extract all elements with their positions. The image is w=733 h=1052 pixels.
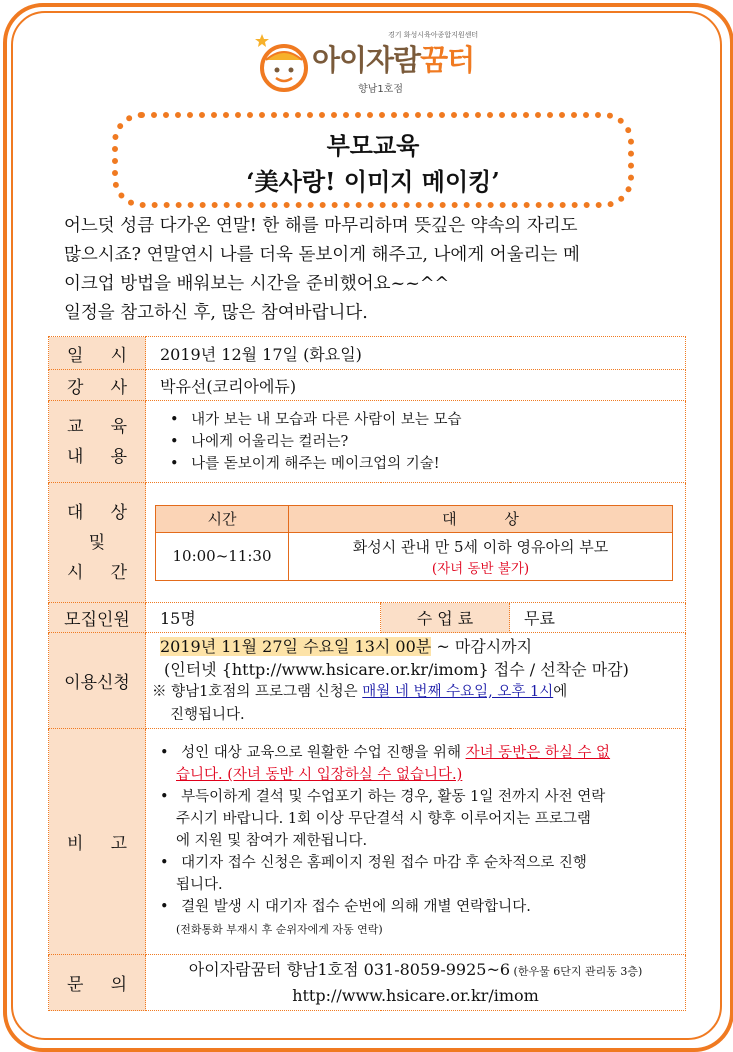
contact-phone: 아이자람꿈터 향남1호점 031-8059-9925~6 (188, 959, 511, 979)
logo-branch: 향남1호점 (358, 84, 404, 95)
row-date (49, 337, 686, 370)
intro-text (64, 212, 672, 328)
schedule-head-target: 대 상 (289, 505, 673, 532)
value-date: 2019년 12월 17일 (화요일) (146, 337, 686, 370)
logo-org-text: 경기 화성시육아종합지원센터 (388, 31, 479, 39)
remark-item: • 부득이하게 결석 및 수업포기 하는 경우, 활동 1일 전까지 사전 연락 주시기 바랍니다. 1회 이상 무단결석 시 향후 이루어지는 프로그램 에 지원 및 참여가 제한됩니다. (160, 786, 679, 852)
schedule-head-time: 시간 (156, 505, 289, 532)
row-apply (49, 633, 686, 729)
content-item: • 나에게 어울리는 컬러는? (170, 431, 685, 453)
label-content: 교 육 내 용 (49, 401, 146, 483)
remark-item: • 성인 대상 교육으로 원활한 수업 진행을 위해 자녀 동반은 하실 수 없 습니다. (자녀 동반 시 입장하실 수 없습니다.) (160, 742, 679, 786)
remark-item: • 결원 발생 시 대기자 접수 순번에 의해 개별 연락합니다. (전화통화 부재시 후 순위자에게 자동 연락) (160, 896, 679, 941)
intro-line: 일정을 참고하신 후, 많은 참여바랍니다. (64, 303, 368, 323)
page-title: 부모교육 (326, 131, 420, 160)
label-date: 일 시 (49, 337, 146, 370)
page-subtitle: ‘美사랑! 이미지 메이킹’ (246, 167, 500, 196)
schedule-time: 10:00~11:30 (156, 532, 289, 580)
value-apply: 2019년 11월 27일 수요일 13시 00분 ~ 마감시까지 (인터넷 {http://www.hsicare.or.kr/imom} 접수 / 선착순 마감) ※ 향남1호점의 프로그램 신청은 매월 네 번째 수요일, 오후 1시에 진행됩니다. (146, 633, 686, 729)
schedule-target: 화성시 관내 만 5세 이하 영유아의 부모 (자녀 동반 불가) (289, 532, 673, 580)
row-content (49, 401, 686, 483)
row-target (49, 483, 686, 603)
remark-item: • 대기자 접수 신청은 홈페이지 정원 접수 마감 후 순차적으로 진행 됩니다. (160, 852, 679, 896)
logo-face-icon (254, 28, 314, 98)
info-table (48, 336, 686, 1011)
row-teacher (49, 370, 686, 401)
intro-line: 어느덧 성큼 다가온 연말! 한 해를 마무리하며 뜻깊은 약속의 자리도 (64, 216, 578, 236)
row-recruit (49, 603, 686, 633)
label-contact: 문 의 (49, 955, 146, 1011)
row-remarks (49, 729, 686, 955)
apply-schedule-link[interactable]: 매월 네 번째 수요일, 오후 1시 (362, 683, 554, 700)
intro-line: 이크업 방법을 배워보는 시간을 준비했어요~~^^ (64, 274, 450, 294)
label-target: 대 상 및 시 간 (49, 483, 146, 603)
value-fee: 무료 (510, 603, 686, 633)
value-content (146, 401, 686, 483)
title-box (112, 112, 634, 208)
logo-name: 아이자람꿈터 (312, 43, 475, 77)
no-children-note: (자녀 동반 불가) (431, 560, 530, 577)
value-recruit: 15명 (146, 603, 381, 633)
content-item: • 내가 보는 내 모습과 다른 사람이 보는 모습 (170, 409, 685, 431)
label-remarks: 비 고 (49, 729, 146, 955)
label-apply: 이용신청 (49, 633, 146, 729)
label-recruit: 모집인원 (49, 603, 146, 633)
value-teacher: 박유선(코리아에듀) (146, 370, 686, 401)
apply-url: (인터넷 {http://www.hsicare.or.kr/imom} 접수 / 선착순 마감) (164, 659, 629, 679)
contact-url[interactable]: http://www.hsicare.or.kr/imom (292, 985, 539, 1005)
row-contact (49, 955, 686, 1011)
value-contact: 아이자람꿈터 향남1호점 031-8059-9925~6 (한우물 6단지 관리동 3층) http://www.hsicare.or.kr/imom (146, 955, 686, 1011)
schedule-table (155, 505, 673, 581)
value-target (146, 483, 686, 603)
intro-line: 많으시죠? 연말연시 나를 더욱 돋보이게 해주고, 나에게 어울리는 메 (64, 245, 580, 265)
apply-deadline: 2019년 11월 27일 수요일 13시 00분 (160, 636, 432, 656)
label-fee: 수 업 료 (381, 603, 510, 633)
value-remarks (146, 729, 686, 955)
label-teacher: 강 사 (49, 370, 146, 401)
content-item: • 나를 돋보이게 해주는 메이크업의 기술! (170, 453, 685, 475)
